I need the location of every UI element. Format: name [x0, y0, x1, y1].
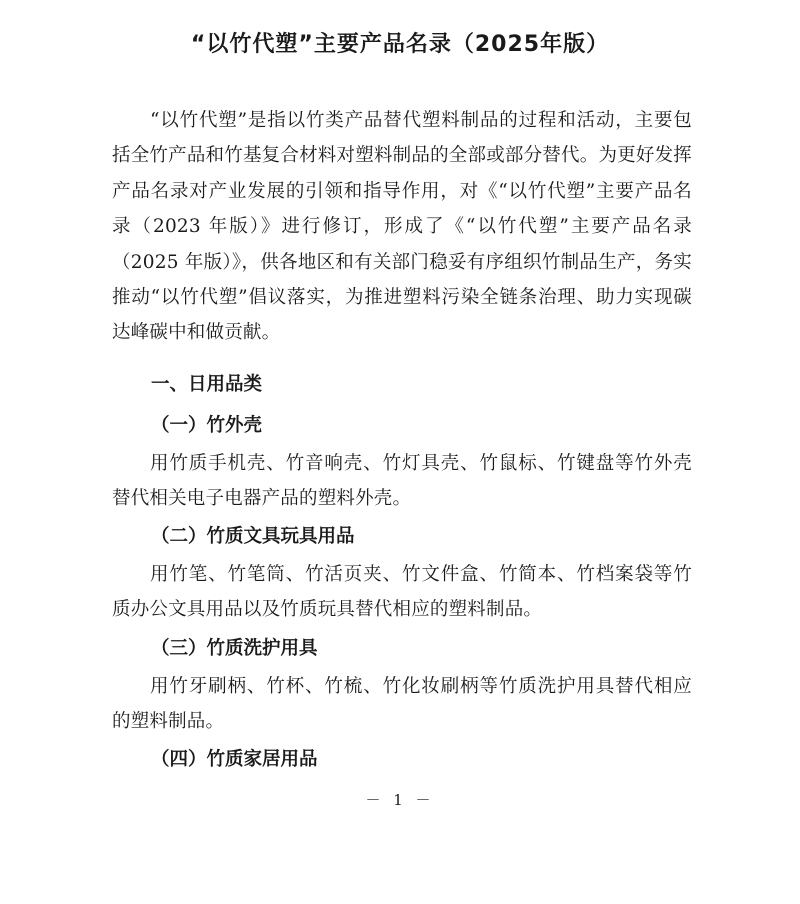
item-heading-bamboo-casing: （一）竹外壳 — [151, 415, 263, 436]
document-title: “以竹代塑”主要产品名录（2025年版） — [190, 32, 610, 57]
intro-paragraph: “以竹代塑”是指以竹类产品替代塑料制品的过程和活动，主要包括全竹产品和竹基复合材料对塑料制品的全部或部分替代。为更好发挥产品名录对产业发展的引领和指导作用，对《“以竹代塑”主要产品名录（2023 年版）》进行修订，形成了《“以竹代塑”主要产品名录（2025 年版）》，供各地区和有关部门稳妥有序组织竹制品生产，务实推动“以竹代塑”倡议落实，为推进塑料污染全链条治理、助力实现碳达峰碳中和做贡献。 — [112, 110, 692, 344]
item-text-bamboo-toiletries: 用竹牙刷柄、竹杯、竹梳、竹化妆刷柄等竹质洗护用具替代相应的塑料制品。 — [112, 676, 692, 733]
page-number: － 1 － — [365, 791, 435, 809]
section-heading-daily-goods: 一、日用品类 — [151, 374, 263, 395]
item-heading-bamboo-household: （四）竹质家居用品 — [151, 749, 318, 770]
item-text-bamboo-stationery-toys: 用竹笔、竹笔筒、竹活页夹、竹文件盒、竹简本、竹档案袋等竹质办公文具用品以及竹质玩具替代相应的塑料制品。 — [112, 564, 692, 621]
item-heading-bamboo-toiletries: （三）竹质洗护用具 — [151, 638, 318, 659]
item-text-bamboo-casing: 用竹质手机壳、竹音响壳、竹灯具壳、竹鼠标、竹键盘等竹外壳替代相关电子电器产品的塑料外壳。 — [112, 453, 692, 510]
item-heading-bamboo-stationery-toys: （二）竹质文具玩具用品 — [151, 526, 355, 547]
